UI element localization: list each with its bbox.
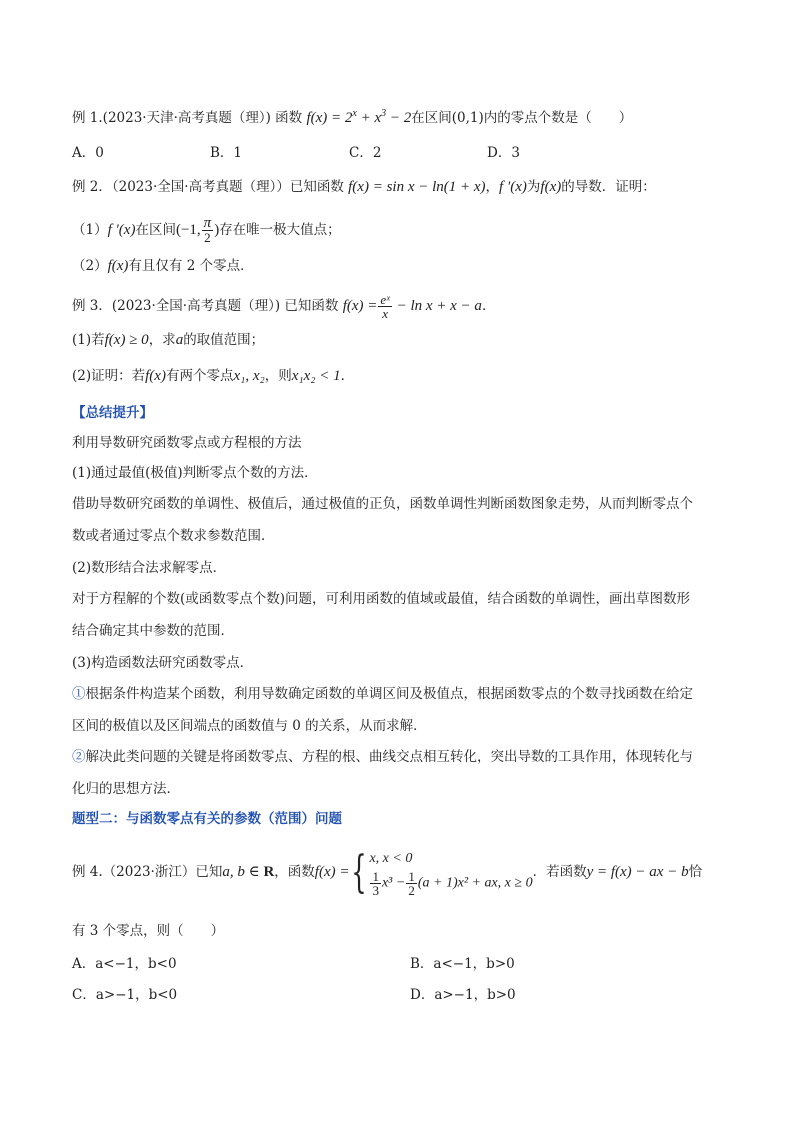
method1-title: (1)通过最值(极值)判断零点个数的方法． (72, 465, 318, 481)
ex2-p1-fraction (202, 217, 214, 244)
ex3-q2-vars: x₁, x₂ (233, 368, 265, 384)
ex3-q2-prefix: (2)证明：若 (72, 368, 146, 384)
ex4-mid: ，函数 (274, 864, 315, 880)
ex1-rest: − 2 (386, 110, 412, 126)
circle-one-marker: ① (72, 686, 86, 702)
ex4-frac1-num: 1 (372, 869, 379, 884)
ex3-fraction (378, 293, 391, 320)
ex1-prefix: 例 1.(2023·天津·高考真题（理）) 函数 (72, 110, 307, 126)
ex4-frac2-den: 2 (408, 883, 415, 898)
method3-title: (3)构造函数法研究函数零点． (72, 655, 254, 671)
ex3-q2 (72, 366, 354, 386)
ex2-p1-suffix: 存在唯一极大值点； (219, 222, 341, 238)
ex2-func: f(x) = sin x − ln(1 + x) (348, 179, 486, 195)
ex1-option-a[interactable]: A．0 (72, 145, 104, 161)
method3-case1-text: 根据条件构造某个函数，利用导数确定函数的单调区间及极值点，根据函数零点的个数寻找函数在给定 (85, 686, 693, 702)
method1-line2: 数或者通过零点个数求参数范围． (72, 528, 275, 544)
ex1-exp1: x (352, 108, 357, 119)
method3-case1-line2: 区间的极值以及区间端点的函数值与 0 的关系，从而求解． (72, 718, 427, 734)
ex2-mid: ， (485, 179, 500, 195)
ex2-question (72, 177, 656, 197)
ex4-frac-1-3 (370, 870, 381, 897)
method3-case2-text: 解决此类问题的关键是将函数零点、方程的根、曲线交点相互转化，突出导数的工具作用，体现转化与 (85, 749, 693, 765)
ex1-option-c[interactable]: C．2 (349, 145, 382, 161)
ex1-exp2: 3 (381, 108, 387, 119)
ex4-question (72, 842, 702, 902)
ex2-prefix: 例 2．（2023·全国·高考真题（理））已知函数 (72, 179, 349, 195)
ex4-option-b[interactable]: B．a<−1，b>0 (410, 956, 515, 972)
ex2-p1-interval-right: ) (214, 222, 220, 238)
type2-heading: 题型二：与函数零点有关的参数（范围）问题 (72, 811, 342, 827)
ex3-num: eˣ (380, 292, 390, 307)
ex4-g: y = f(x) − ax − b (586, 864, 689, 880)
method3-case1-line1 (72, 684, 693, 704)
ex2-suffix: 的导数．证明： (561, 179, 656, 195)
ex2-p1-den: 2 (204, 230, 211, 245)
ex4-prefix: 例 4.（2023·浙江）已知 (72, 864, 223, 880)
ex2-p2-suffix: 有且仅有 2 个零点． (128, 258, 254, 274)
ex4-cases (369, 848, 532, 897)
ex4-frac2-num: 1 (408, 869, 415, 884)
ex4-option-c[interactable]: C．a>−1，b<0 (72, 987, 178, 1003)
ex1-question (72, 104, 632, 128)
method2-line2: 结合确定其中参数的范围． (72, 623, 234, 639)
ex3-q2-f: f(x) (145, 368, 166, 384)
ex3-q1 (72, 330, 264, 350)
ex3-question (72, 290, 495, 322)
method2-title: (2)数形结合法求解零点． (72, 560, 227, 576)
ex2-p2-prefix: （2） (72, 258, 108, 274)
ex3-q1-cond: f(x) ≥ 0 (104, 332, 149, 348)
ex2-p1-num: π (203, 215, 212, 231)
summary-heading: 【总结提升】 (72, 405, 153, 421)
ex1-suffix: 在区间(0,1)内的零点个数是（ ） (411, 110, 633, 126)
ex2-mid2: 为 (526, 179, 541, 195)
method2-line1: 对于方程解的个数(或函数零点个数)问题，可利用函数的值域或最值，结合函数的单调性，画出草图数形 (72, 591, 691, 607)
ex3-end: ． (481, 298, 496, 314)
circle-two-marker: ② (72, 749, 86, 765)
ex2-part1 (72, 214, 341, 246)
ex3-rest: − ln x + x − a (392, 298, 482, 314)
ex4-case1: x, x < 0 (369, 851, 413, 866)
ex1-option-b[interactable]: B．1 (210, 145, 243, 161)
ex1-f: f(x) = 2 (306, 110, 353, 126)
ex3-q2-end: ． (340, 368, 355, 384)
ex4-vars: a, b ∈ (222, 864, 264, 880)
ex3-q1-var: a (175, 332, 184, 348)
ex4-case2-x3: x³ − (381, 875, 406, 891)
ex2-p1-mid: 在区间 (135, 222, 176, 238)
ex4-line2: 有 3 个零点，则（ ） (72, 923, 225, 939)
summary-intro: 利用导数研究函数零点或方程根的方法 (72, 435, 302, 451)
method3-case2-line1 (72, 747, 693, 767)
ex1-plus: + x (356, 110, 382, 126)
ex4-frac1-den: 3 (372, 883, 379, 898)
ex2-p1-prefix: （1） (72, 222, 108, 238)
ex3-q2-mid2: ，则 (264, 368, 292, 384)
ex3-prefix: 例 3．(2023·全国·高考真题（理）) 已知函数 (72, 298, 343, 314)
ex2-p1-deriv: f ′(x) (107, 222, 136, 238)
ex4-option-a[interactable]: A．a<−1，b<0 (72, 956, 177, 972)
ex3-q1-suffix: 的取值范围； (183, 332, 265, 348)
ex4-case2 (369, 870, 532, 897)
ex4-mid2: ．若函数 (532, 864, 587, 880)
ex3-f: f(x) = (342, 298, 378, 314)
ex3-q1-mid: ，求 (148, 332, 176, 348)
ex2-p2-f: f(x) (107, 258, 129, 274)
ex4-suffix: 恰 (688, 864, 703, 880)
method1-line1: 借助导数研究函数的单调性、极值后，通过极值的正负，函数单调性判断函数图象走势，从而判断零点个 (72, 496, 693, 512)
ex4-option-d[interactable]: D．a>−1，b>0 (410, 987, 516, 1003)
ex4-frac-1-2 (406, 870, 417, 897)
ex1-option-d[interactable]: D．3 (487, 145, 520, 161)
ex3-q2-ineq: x₁x₂ < 1 (291, 368, 341, 384)
ex1-formula (306, 110, 411, 126)
ex3-q2-mid: 有两个零点 (165, 368, 234, 384)
ex4-real-set: R (263, 864, 275, 880)
ex4-brace: { (351, 846, 368, 898)
ex3-q1-prefix: (1)若 (72, 332, 105, 348)
ex2-f: f(x) (540, 179, 562, 195)
method3-case2-line2: 化归的思想方法． (72, 781, 180, 797)
ex2-part2 (72, 256, 254, 276)
ex3-den: x (382, 306, 388, 321)
ex2-deriv: f ′(x) (499, 179, 527, 195)
ex2-p1-interval-left: (−1, (175, 222, 201, 238)
ex4-f: f(x) = (314, 864, 350, 880)
ex4-case2-rest: (a + 1)x² + ax, x ≥ 0 (417, 875, 533, 891)
